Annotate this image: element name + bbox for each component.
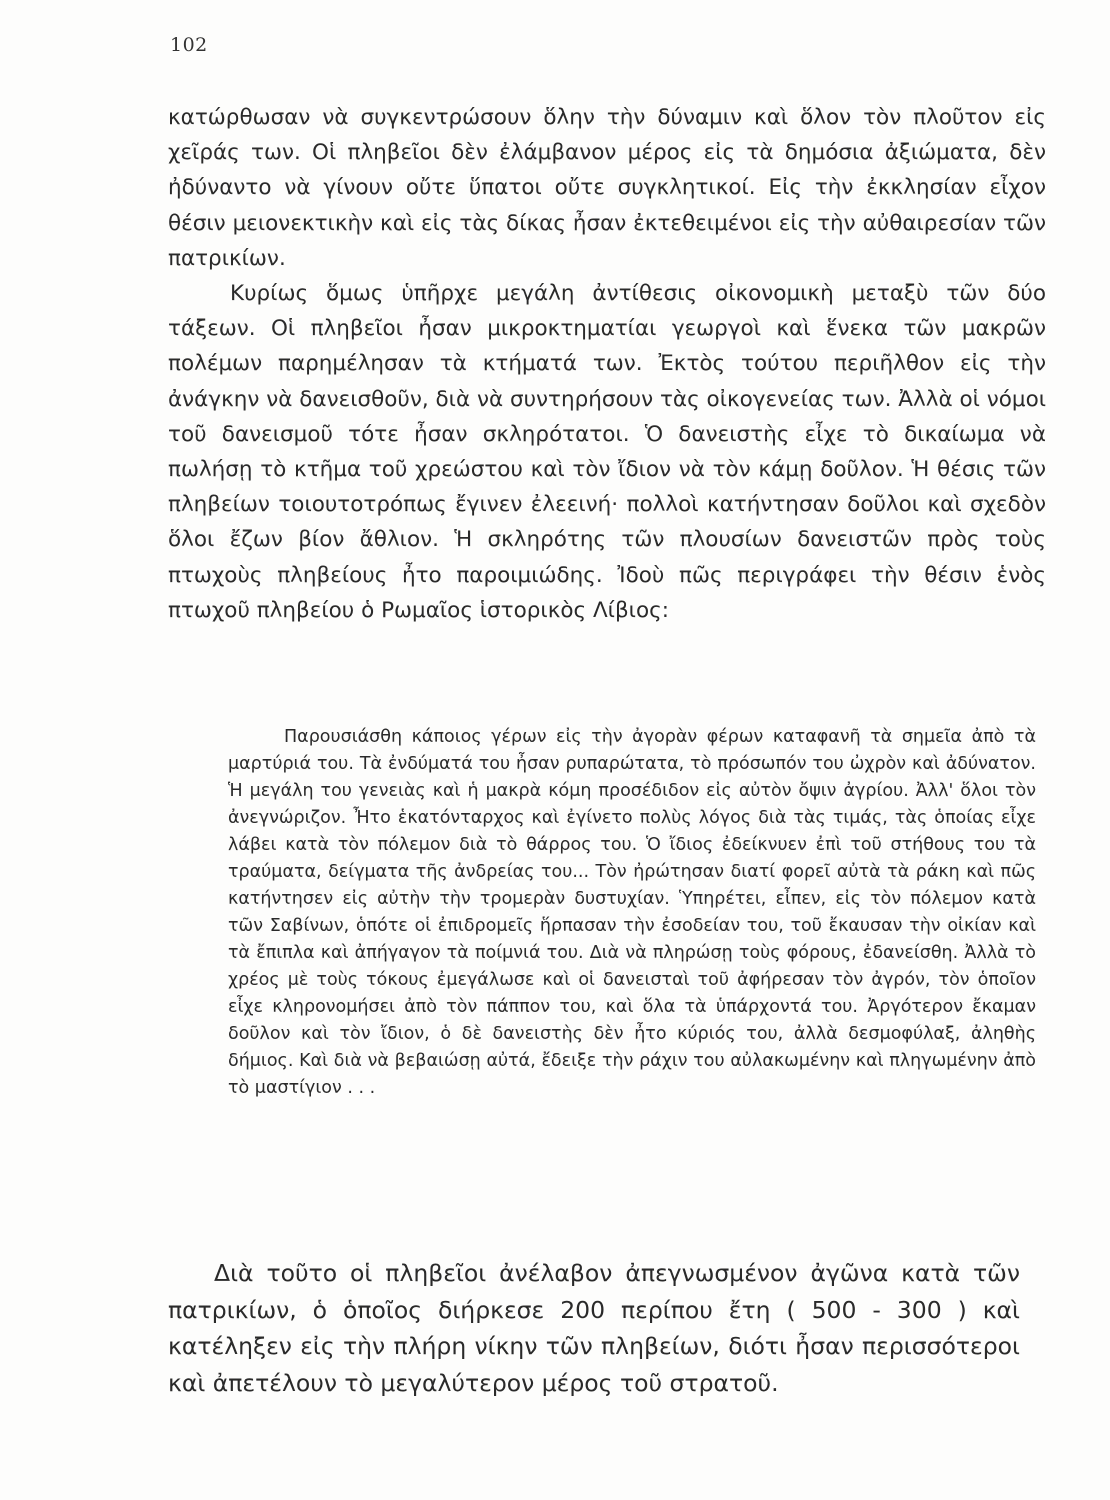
paragraph-continuation: κατώρθωσαν νὰ συγκεντρώσουν ὅλην τὴν δύναμιν καὶ ὅλον τὸν πλοῦτον εἰς χεῖράς των. Οἱ πληβεῖοι δὲν ἐλάμβανον μέρος εἰς τὰ δημόσια ἀξιώματα, δὲν ἠδύναντο νὰ γίνουν οὔτε ὕπατοι οὔτε συγκλητικοί. Εἰς τὴν ἐκκλησίαν εἶχον θέσιν μειονεκτικὴν καὶ εἰς τὰς δίκας ἦσαν ἐκτεθειμένοι εἰς τὴν αὐθαιρεσίαν τῶν πατρικίων.	[168, 105, 1046, 271]
quotation-text: Παρουσιάσθη κάποιος γέρων εἰς τὴν ἀγορὰν φέρων καταφανῆ τὰ σημεῖα ἀπὸ τὰ μαρτύριά του. Τὰ ἐνδύματά του ἦσαν ρυπαρώτατα, τὸ πρόσωπόν του ὠχρὸν καὶ ἀδύνατον. Ἡ μεγάλη του γενειὰς καὶ ἡ μακρὰ κόμη προσέδιδον εἰς αὐτὸν ὄψιν ἀγρίου. Ἀλλ' ὅλοι τὸν ἀνεγνώριζον. Ἦτο ἑκατόνταρχος καὶ ἐγίνετο πολὺς λόγος διὰ τὰς τιμάς, τὰς ὁποίας εἶχε λάβει κατὰ τὸν πόλεμον διὰ τὸ θάρρος του. Ὁ ἴδιος ἐδείκνυεν ἐπὶ τοῦ στήθους του τὰ τραύματα, δείγματα τῆς ἀνδρείας του... Τὸν ἠρώτησαν διατί φορεῖ αὐτὰ τὰ ράκη καὶ πῶς κατήντησεν εἰς αὐτὴν τὴν τρομερὰν δυστυχίαν. Ὑπηρέτει, εἶπεν, εἰς τὸν πόλεμον κατὰ τῶν Σαβίνων, ὁπότε οἱ ἐπιδρομεῖς ἥρπασαν τὴν ἐσοδείαν του, τοῦ ἔκαυσαν τὴν οἰκίαν καὶ τὰ ἔπιπλα καὶ ἀπήγαγον τὰ ποίμνιά του. Διὰ νὰ πληρώσῃ τοὺς φόρους, ἐδανείσθη. Ἀλλὰ τὸ χρέος μὲ τοὺς τόκους ἐμεγάλωσε καὶ οἱ δανεισταὶ τοῦ ἀφήρεσαν τὸν ἀγρόν, τὸν ὁποῖον εἶχε κληρονομήσει ἀπὸ τὸν πάππον του, καὶ ὅλα τὰ ὑπάρχοντά του. Ἀργότερον ἔκαμαν δοῦλον καὶ τὸν ἴδιον, ὁ δὲ δανειστὴς δὲν ἦτο κύριός του, ἀλλὰ δεσμοφύλαξ, ἀληθὴς δήμιος. Καὶ διὰ νὰ βεβαιώσῃ αὐτά, ἔδειξε τὴν ράχιν του αὐλακωμένην καὶ πληγωμένην ἀπὸ τὸ μαστίγιον . . .	[228, 727, 1036, 1098]
closing-text	[168, 1255, 1020, 1401]
page-number: 102	[170, 34, 208, 56]
paragraph-economic-antithesis: Κυρίως ὅμως ὑπῆρχε μεγάλη ἀντίθεσις οἰκονομικὴ μεταξὺ τῶν δύο τάξεων. Οἱ πληβεῖοι ἦσαν μικροκτηματίαι γεωργοὶ καὶ ἕνεκα τῶν μακρῶν πολέμων παρημέλησαν τὰ κτήματά των. Ἐκτὸς τούτου περιῆλθον εἰς τὴν ἀνάγκην νὰ δανεισθοῦν, διὰ νὰ συντηρήσουν τὰς οἰκογενείας των. Ἀλλὰ οἱ νόμοι τοῦ δανεισμοῦ τότε ἦσαν σκληρότατοι. Ὁ δανειστὴς εἶχε τὸ δικαίωμα νὰ πωλήσῃ τὸ κτῆμα τοῦ χρεώστου καὶ τὸν ἴδιον νὰ τὸν κάμῃ δοῦλον. Ἡ θέσις τῶν πληβείων τοιουτοτρόπως ἔγινεν ἐλεεινή· πολλοὶ κατήντησαν δοῦλοι καὶ σχεδὸν ὅλοι ἔζων βίον ἄθλιον. Ἡ σκληρότης τῶν πλουσίων δανειστῶν πρὸς τοὺς πτωχοὺς πληβείους ἦτο παροιμιώδης. Ἰδοὺ πῶς περιγράφει τὴν θέσιν ἑνὸς πτωχοῦ πληβείου ὁ Ρωμαῖος ἱστορικὸς Λίβιος:	[168, 281, 1046, 623]
paragraph-plebeian-struggle: Διὰ τοῦτο οἱ πληβεῖοι ἀνέλαβον ἀπεγνωσμένον ἀγῶνα κατὰ τῶν πατρικίων, ὁ ὁποῖος διήρκεσε 200 περίπου ἔτη ( 500 - 300 ) καὶ κατέληξεν εἰς τὴν πλήρη νίκην τῶν πληβείων, διότι ἦσαν περισσότεροι καὶ ἀπετέλουν τὸ μεγαλύτερον μέρος τοῦ στρατοῦ.	[168, 1259, 1020, 1397]
main-text	[168, 100, 1046, 628]
livy-quotation	[228, 724, 1036, 1102]
